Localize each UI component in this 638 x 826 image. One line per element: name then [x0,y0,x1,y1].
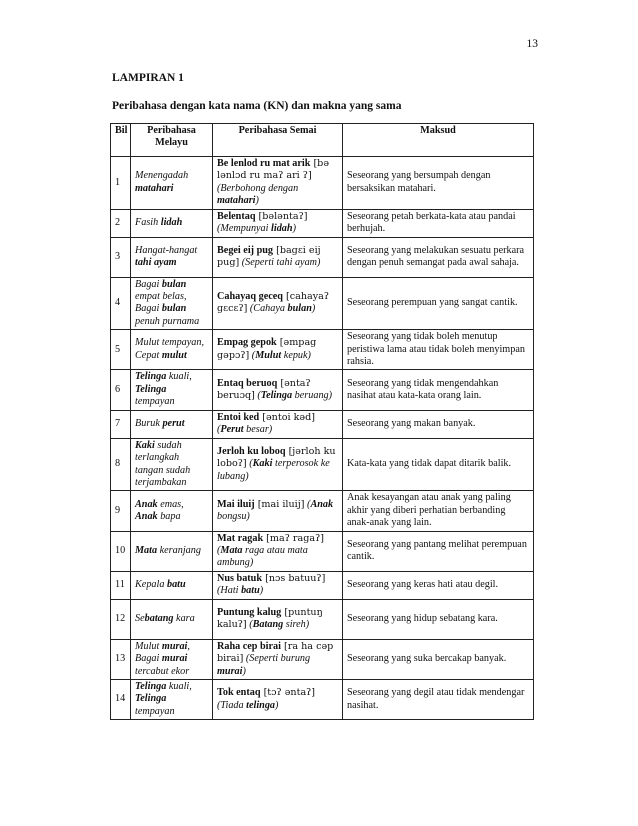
cell-maksud: Seseorang perempuan yang sangat cantik. [343,277,534,330]
semai-text-segment: Tok entaq [217,687,261,699]
table-row [111,410,534,438]
semai-text-segment: Entoi ked [217,411,260,423]
cell-maksud: Seseorang yang bersumpah dengan bersaksikan matahari. [343,157,534,210]
melayu-text-segment: Fasih [135,216,161,228]
semai-text-segment: ( [217,424,221,436]
table-row [111,438,534,491]
cell-bil: 1 [111,157,131,210]
cell-bil: 12 [111,599,131,639]
semai-text-segment: ( [246,619,253,631]
cell-bil: 7 [111,410,131,438]
semai-text-segment: (Hati [217,585,242,597]
semai-text-segment: Mai iluij [217,498,255,510]
melayu-text-segment: Se [135,613,145,625]
melayu-text-segment: Kaki [135,439,155,451]
semai-text-segment: Belentaq [217,210,256,222]
melayu-text-segment: tempayan [135,705,175,717]
table-row [111,571,534,599]
semai-text-segment: Empag gepok [217,337,277,349]
table-caption: Peribahasa dengan kata nama (KN) dan makna yang sama [112,100,402,112]
cell-maksud: Seseorang yang tidak boleh menutup peristiwa lama atau tidak boleh menyimpan rahsia. [343,330,534,370]
semai-text-segment: Batang [252,619,284,631]
semai-text-segment: besar) [243,424,273,436]
melayu-text-segment: perut [162,417,185,429]
melayu-text-segment: bulan [161,303,187,315]
cell-melayu [131,157,213,210]
melayu-text-segment: Anak [135,510,158,522]
cell-bil: 10 [111,531,131,571]
semai-text-segment: Puntung kalug [217,606,282,618]
semai-text-segment: ) [311,303,316,315]
semai-text-segment: Cahayaq geceq [217,291,283,303]
cell-melayu [131,491,213,531]
cell-bil: 8 [111,438,131,491]
semai-text-segment: [mai iluij] [254,498,305,510]
cell-maksud: Seseorang yang keras hati atau degil. [343,571,534,599]
table-row [111,370,534,410]
table-row [111,599,534,639]
semai-text-segment: [tɔʔ əntaʔ] [260,687,316,699]
cell-bil: 4 [111,277,131,330]
semai-text-segment: ) [292,223,296,235]
semai-text-segment: (Berbohong dengan [217,182,299,194]
melayu-text-segment: keranjang [157,544,201,556]
melayu-text-segment: tahi ayam [135,257,177,269]
melayu-text-segment: Mulut tempayan, Cepat [135,337,205,361]
cell-maksud: Seseorang yang melakukan sesuatu perkara dengan penuh semangat pada awal sahaja. [343,237,534,277]
semai-text-segment: ( [217,544,221,556]
cell-melayu [131,370,213,410]
table-row [111,330,534,370]
melayu-text-segment: Telinga [135,371,167,383]
cell-melayu [131,277,213,330]
semai-text-segment: terperosok ke lubang) [217,458,330,482]
semai-text-segment: Begei eij pug [217,244,274,256]
table-row [111,209,534,237]
semai-text-segment: [bələntaʔ] [255,210,308,222]
melayu-text-segment: Telinga [135,693,167,705]
cell-melayu [131,209,213,237]
semai-text-segment: ) [255,195,259,207]
cell-melayu [131,330,213,370]
semai-text-segment: ( [249,349,256,361]
table-row [111,157,534,210]
semai-text-segment: Be lenlod ru mat arik [217,158,311,169]
semai-text-segment: bulan [287,303,312,315]
semai-text-segment: Mulut [255,349,282,361]
melayu-text-segment: murai [161,653,188,665]
semai-text-segment: lidah [271,223,293,235]
semai-text-segment: ( [304,498,311,510]
cell-maksud: Anak kesayangan atau anak yang paling akhir yang diberi perhatian berbanding anak-anak yang lain. [343,491,534,531]
cell-semai [213,639,343,679]
melayu-text-segment: sudah terlangkah tangan sudah terjambakan [135,439,191,488]
semai-text-segment: ) [242,665,246,677]
melayu-text-segment: Mata [135,544,158,556]
cell-bil: 2 [111,209,131,237]
table-row [111,491,534,531]
header-maksud: Maksud [343,124,534,157]
semai-text-segment: Raha cep birai [217,640,281,652]
cell-semai [213,370,343,410]
melayu-text-segment: bulan [161,278,187,290]
semai-text-segment: [əntoi kəd] [259,411,315,423]
header-melayu: Peribahasa Melayu [131,124,213,157]
cell-maksud: Kata-kata yang tidak dapat ditarik balik. [343,438,534,491]
cell-semai [213,491,343,531]
melayu-text-segment: kara [173,613,195,625]
melayu-text-segment: Menengadah [135,170,189,182]
semai-text-segment: ( [254,390,261,402]
semai-text-segment: sireh) [283,619,310,631]
semai-text-segment: ) [259,585,264,597]
cell-maksud: Seseorang yang pantang melihat perempuan cantik. [343,531,534,571]
melayu-text-segment: Telinga [135,680,167,692]
cell-bil: 5 [111,330,131,370]
melayu-text-segment: lidah [160,216,183,228]
cell-bil: 11 [111,571,131,599]
cell-semai [213,531,343,571]
melayu-text-segment: tercabut ekor [135,665,190,677]
cell-semai [213,571,343,599]
melayu-text-segment: penuh purnama [135,315,200,327]
melayu-text-segment: mulut [161,349,187,361]
cell-maksud: Seseorang yang degil atau tidak mendengar nasihat. [343,679,534,719]
semai-text-segment: [əntaʔ beruɔq] [217,377,311,402]
cell-bil: 3 [111,237,131,277]
semai-text-segment: Anak [310,498,334,510]
cell-bil: 14 [111,679,131,719]
cell-maksud: Seseorang yang makan banyak. [343,410,534,438]
melayu-text-segment: Kepala [135,579,167,591]
cell-melayu [131,237,213,277]
melayu-text-segment: kuali, [166,680,192,692]
melayu-text-segment: bapa [157,510,181,522]
cell-semai [213,599,343,639]
cell-melayu [131,531,213,571]
header-semai: Peribahasa Semai [213,124,343,157]
semai-text-segment: ( [246,458,253,470]
semai-text-segment: Jerloh ku loboq [217,445,286,457]
semai-text-segment: [puntuŋ kaluʔ] [217,606,323,631]
proverb-table [110,123,534,720]
cell-melayu [131,599,213,639]
cell-maksud: Seseorang yang suka bercakap banyak. [343,639,534,679]
semai-text-segment: Nus batuk [217,572,263,584]
cell-semai [213,438,343,491]
semai-text-segment: [nɔs batuuʔ] [262,572,326,584]
melayu-text-segment: Mulut [135,640,162,652]
cell-bil: 6 [111,370,131,410]
melayu-text-segment: tempayan [135,396,175,408]
table-row [111,277,534,330]
semai-text-segment: beruang) [292,390,333,402]
semai-text-segment: telinga [246,699,276,711]
melayu-text-segment: Hangat-hangat [135,244,198,256]
cell-melayu [131,410,213,438]
cell-semai [213,209,343,237]
semai-text-segment: raga atau mata ambung) [217,544,308,569]
semai-text-segment: (Tiada [217,699,247,711]
semai-text-segment: (Cahaya [247,303,288,315]
melayu-text-segment: batang [144,613,174,625]
semai-text-segment: Telinga [260,390,293,402]
cell-maksud: Seseorang petah berkata-kata atau pandai berhujah. [343,209,534,237]
cell-maksud: Seseorang yang tidak mengendahkan nasihat atau kata-kata orang lain. [343,370,534,410]
cell-semai [213,679,343,719]
semai-text-segment: [əmpag gəpɔʔ] [217,337,317,361]
semai-text-segment: [cahayaʔ gεcεʔ] [217,291,330,315]
semai-text-segment: bongsu) [217,510,250,522]
header-bil: Bil [111,124,131,157]
melayu-text-segment: kuali, [166,371,192,383]
cell-semai [213,277,343,330]
table-header-row [111,124,534,157]
semai-text-segment: [jərloh ku loboʔ] [217,445,336,470]
table-body [111,157,534,720]
melayu-text-segment: Anak [135,498,158,510]
semai-text-segment: Mata [220,544,243,556]
table-row [111,639,534,679]
cell-melayu [131,438,213,491]
semai-text-segment: Mat ragak [217,532,264,544]
melayu-text-segment: Buruk [135,417,163,429]
cell-melayu [131,679,213,719]
semai-text-segment: kepuk) [281,349,311,361]
semai-text-segment: matahari [217,195,256,207]
appendix-heading: LAMPIRAN 1 [112,72,184,84]
semai-text-segment: (Seperti tahi ayam) [239,257,321,269]
table-row [111,237,534,277]
cell-melayu [131,639,213,679]
cell-semai [213,410,343,438]
semai-text-segment: murai [217,665,243,677]
semai-text-segment: batu [241,585,260,597]
melayu-text-segment: Telinga [135,383,167,395]
page-number: 13 [526,38,538,50]
cell-semai [213,237,343,277]
table-row [111,531,534,571]
semai-text-segment: [maʔ ragaʔ] [263,532,324,544]
melayu-text-segment: , Bagai [135,640,190,665]
cell-bil: 9 [111,491,131,531]
cell-melayu [131,571,213,599]
melayu-text-segment: batu [166,579,186,591]
cell-maksud: Seseorang yang hidup sebatang kara. [343,599,534,639]
melayu-text-segment: matahari [135,182,174,194]
semai-text-segment: (Mempunyai [217,223,272,235]
semai-text-segment: [ra ha cəp birai] [217,640,334,665]
semai-text-segment: Perut [220,424,244,436]
cell-semai [213,157,343,210]
semai-text-segment: Entaq beruoq [217,377,278,389]
semai-text-segment: [bagεi eij pug] [217,244,321,269]
melayu-text-segment: murai [161,640,188,652]
semai-text-segment: [bə lənlɔd ru maʔ ari ʔ] [217,158,330,182]
melayu-text-segment: Bagai [135,278,162,290]
cell-bil: 13 [111,639,131,679]
melayu-text-segment: emas, [157,498,184,510]
table-row [111,679,534,719]
semai-text-segment: ) [275,699,279,711]
melayu-text-segment: empat belas, Bagai [135,291,187,315]
semai-text-segment: Kaki [252,458,273,470]
semai-text-segment: (Seperti burung [243,653,311,665]
cell-semai [213,330,343,370]
